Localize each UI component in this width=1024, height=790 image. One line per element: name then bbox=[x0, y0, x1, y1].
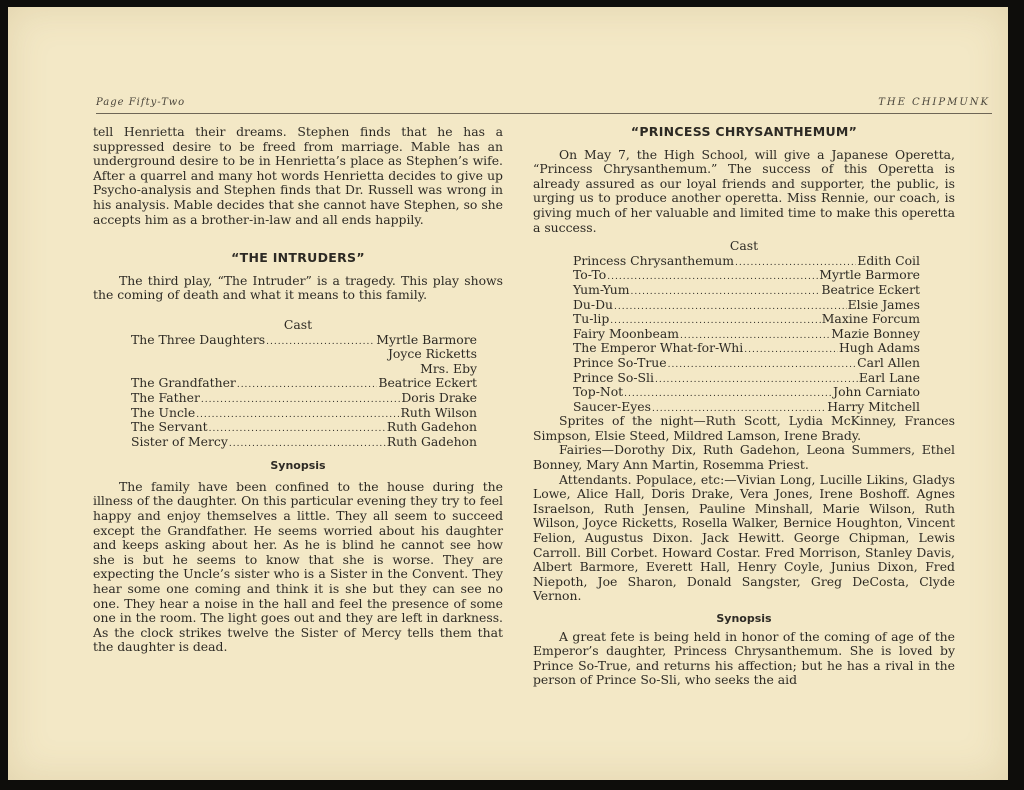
cast-row bbox=[131, 406, 477, 421]
cast-actor: Joyce Ricketts bbox=[387, 346, 477, 362]
sprites-paragraph: Sprites of the night—Ruth Scott, Lydia McKinney, Frances Simpson, Elsie Steed, Mildred Lamson, Irene Brady. bbox=[533, 413, 955, 443]
cast-actor: Ruth Gadehon bbox=[386, 419, 477, 435]
cast-row bbox=[131, 435, 477, 450]
cast-row bbox=[131, 376, 477, 391]
cast-actor: Mazie Bonney bbox=[831, 325, 920, 341]
cast-actor: Beatrice Eckert bbox=[378, 375, 477, 391]
left-column bbox=[93, 125, 503, 655]
princess-synopsis: A great fete is being held in honor of the coming of age of the Emperor’s daughter, Princess Chrysanthemum. She is loved by Prince So-True, and returns his affection; but he has a rival in the person of Prince So-Sli, who seeks the aid bbox=[533, 628, 955, 688]
cast-role: Prince So-True bbox=[573, 354, 667, 370]
cast-row bbox=[573, 298, 920, 313]
cast-row bbox=[573, 327, 920, 342]
cast-role: Saucer-Eyes bbox=[573, 398, 651, 414]
cast-actor: Myrtle Barmore bbox=[376, 331, 477, 347]
intruders-cast-list bbox=[131, 333, 477, 450]
header-rule bbox=[96, 113, 992, 114]
cast-row bbox=[573, 356, 920, 371]
princess-cast-label: Cast bbox=[729, 238, 759, 254]
cast-row bbox=[573, 283, 920, 298]
right-column bbox=[533, 125, 955, 688]
cast-actor: Edith Coil bbox=[857, 252, 920, 268]
cast-actor: Ruth Wilson bbox=[400, 404, 477, 420]
cast-role: The Three Daughters bbox=[131, 331, 266, 347]
cast-row bbox=[131, 391, 477, 406]
dot-leader bbox=[266, 333, 375, 350]
cast-actor: Earl Lane bbox=[858, 369, 920, 385]
cast-actor: John Carniato bbox=[833, 384, 920, 400]
intruders-title: “THE INTRUDERS” bbox=[231, 250, 365, 266]
cast-row bbox=[573, 400, 920, 415]
cast-actor: Mrs. Eby bbox=[420, 360, 477, 376]
cast-actor: Doris Drake bbox=[401, 389, 477, 405]
princess-title: “PRINCESS CHRYSANTHEMUM” bbox=[630, 124, 858, 139]
cast-row bbox=[131, 333, 477, 348]
princess-cast-list bbox=[573, 254, 920, 415]
cast-actor: Maxine Forcum bbox=[821, 311, 920, 327]
cast-role: The Father bbox=[131, 389, 200, 405]
cast-role: The Emperor What-for-Whi bbox=[573, 340, 744, 356]
cast-row bbox=[573, 371, 920, 386]
page-number-header: Page Fifty-Two bbox=[96, 97, 186, 108]
cast-row bbox=[573, 341, 920, 356]
princess-intro: On May 7, the High School, will give a Japanese Operetta, “Princess Chrysanthemum.” The success of this Operetta is already assured as our loyal friends and supporter, the public, is urging us to produce another operetta. Miss Rennie, our coach, is giving much of her valuable and limited time to make this operetta a success. bbox=[533, 146, 955, 235]
cast-role: Top-Not bbox=[573, 384, 624, 400]
cast-row bbox=[131, 347, 477, 362]
cast-row bbox=[573, 254, 920, 269]
cast-row bbox=[131, 420, 477, 435]
cast-actor: Harry Mitchell bbox=[827, 398, 920, 414]
cast-role: Princess Chrysanthemum bbox=[573, 252, 735, 268]
intruders-synopsis-title: Synopsis bbox=[270, 459, 326, 473]
cast-row bbox=[131, 362, 477, 377]
cast-role: The Grandfather bbox=[131, 375, 236, 391]
cast-actor: Ruth Gadehon bbox=[386, 433, 477, 449]
cast-role: Tu-lip bbox=[573, 311, 610, 327]
cast-role: Sister of Mercy bbox=[131, 433, 228, 449]
intruders-cast-label: Cast bbox=[283, 316, 313, 332]
cast-row bbox=[573, 268, 920, 283]
cast-role: The Servant bbox=[131, 419, 208, 435]
left-intro-paragraph: tell Henrietta their dreams. Stephen finds that he has a suppressed desire to be freed from marriage. Mable has an underground desire to be in Henrietta’s place as Stephen’s wife. After a quarrel and many hot words Henrietta decides to give up Psycho-analysis and Stephen finds that Dr. Russell was wrong in his analysis. Mable decides that she cannot have Stephen, so she accepts him as a brother-in-law and all ends happily. bbox=[93, 124, 503, 227]
cast-actor: Elsie James bbox=[847, 296, 920, 312]
publication-header: THE CHIPMUNK bbox=[878, 97, 990, 108]
dot-leader bbox=[229, 435, 386, 452]
cast-role: The Uncle bbox=[131, 404, 196, 420]
cast-actor: Beatrice Eckert bbox=[821, 281, 920, 297]
intruders-description: The third play, “The Intruder” is a tragedy. This play shows the coming of death and what it means to this family. bbox=[93, 272, 503, 303]
cast-role: Prince So-Sli bbox=[573, 369, 654, 385]
princess-synopsis-title: Synopsis bbox=[716, 612, 772, 625]
cast-role: Du-Du bbox=[573, 296, 614, 312]
cast-role: Fairy Moonbeam bbox=[573, 325, 679, 341]
cast-row bbox=[573, 385, 920, 400]
cast-role: To-To bbox=[573, 267, 607, 283]
cast-actor: Hugh Adams bbox=[838, 340, 920, 356]
attendants-paragraph: Attendants. Populace, etc:—Vivian Long, Lucille Likins, Gladys Lowe, Alice Hall, Doris Drake, Vera Jones, Irene Boshoff. Agnes Israelson, Ruth Jensen, Pauline Minshall, Marie Wilson, Ruth Wilson, Joyce Ricketts, Rosella Walker, Bernice Houghton, Vincent Felion, Augustus Dixon. Jack Hewitt. George Chipman, Lewis Carroll. Bill Corbet. Howard Costar. Fred Morrison, Stanley Davis, Albert Barmore, Everett Hall, Henry Coyle, Junius Dixon, Fred Niepoth, Joe Sharon, Donald Sangster, Greg DeCosta, Clyde Vernon. bbox=[533, 471, 955, 604]
cast-role: Yum-Yum bbox=[573, 281, 630, 297]
fairies-paragraph: Fairies—Dorothy Dix, Ruth Gadehon, Leona Summers, Ethel Bonney, Mary Ann Martin, Rosemma Priest. bbox=[533, 442, 955, 473]
cast-row bbox=[573, 312, 920, 327]
cast-actor: Carl Allen bbox=[857, 354, 920, 370]
intruders-synopsis: The family have been confined to the house during the illness of the daughter. On this particular evening they try to feel happy and enjoy themselves a little. They all seem to succeed except the Grandfather. He seems worried about his daughter and keeps asking about her. As he is blind he cannot see how she is but he seems to know that she is worse. They are expecting the Uncle’s sister who is a Sister in the Convent. They hear some one coming and think it is she but they can see no one. They hear a noise in the hall and feel the presence of some one in the room. The light goes out and they are left in darkness. As the clock strikes twelve the Sister of Mercy tells them that the daughter is dead. bbox=[93, 478, 503, 655]
cast-actor: Myrtle Barmore bbox=[819, 267, 920, 283]
